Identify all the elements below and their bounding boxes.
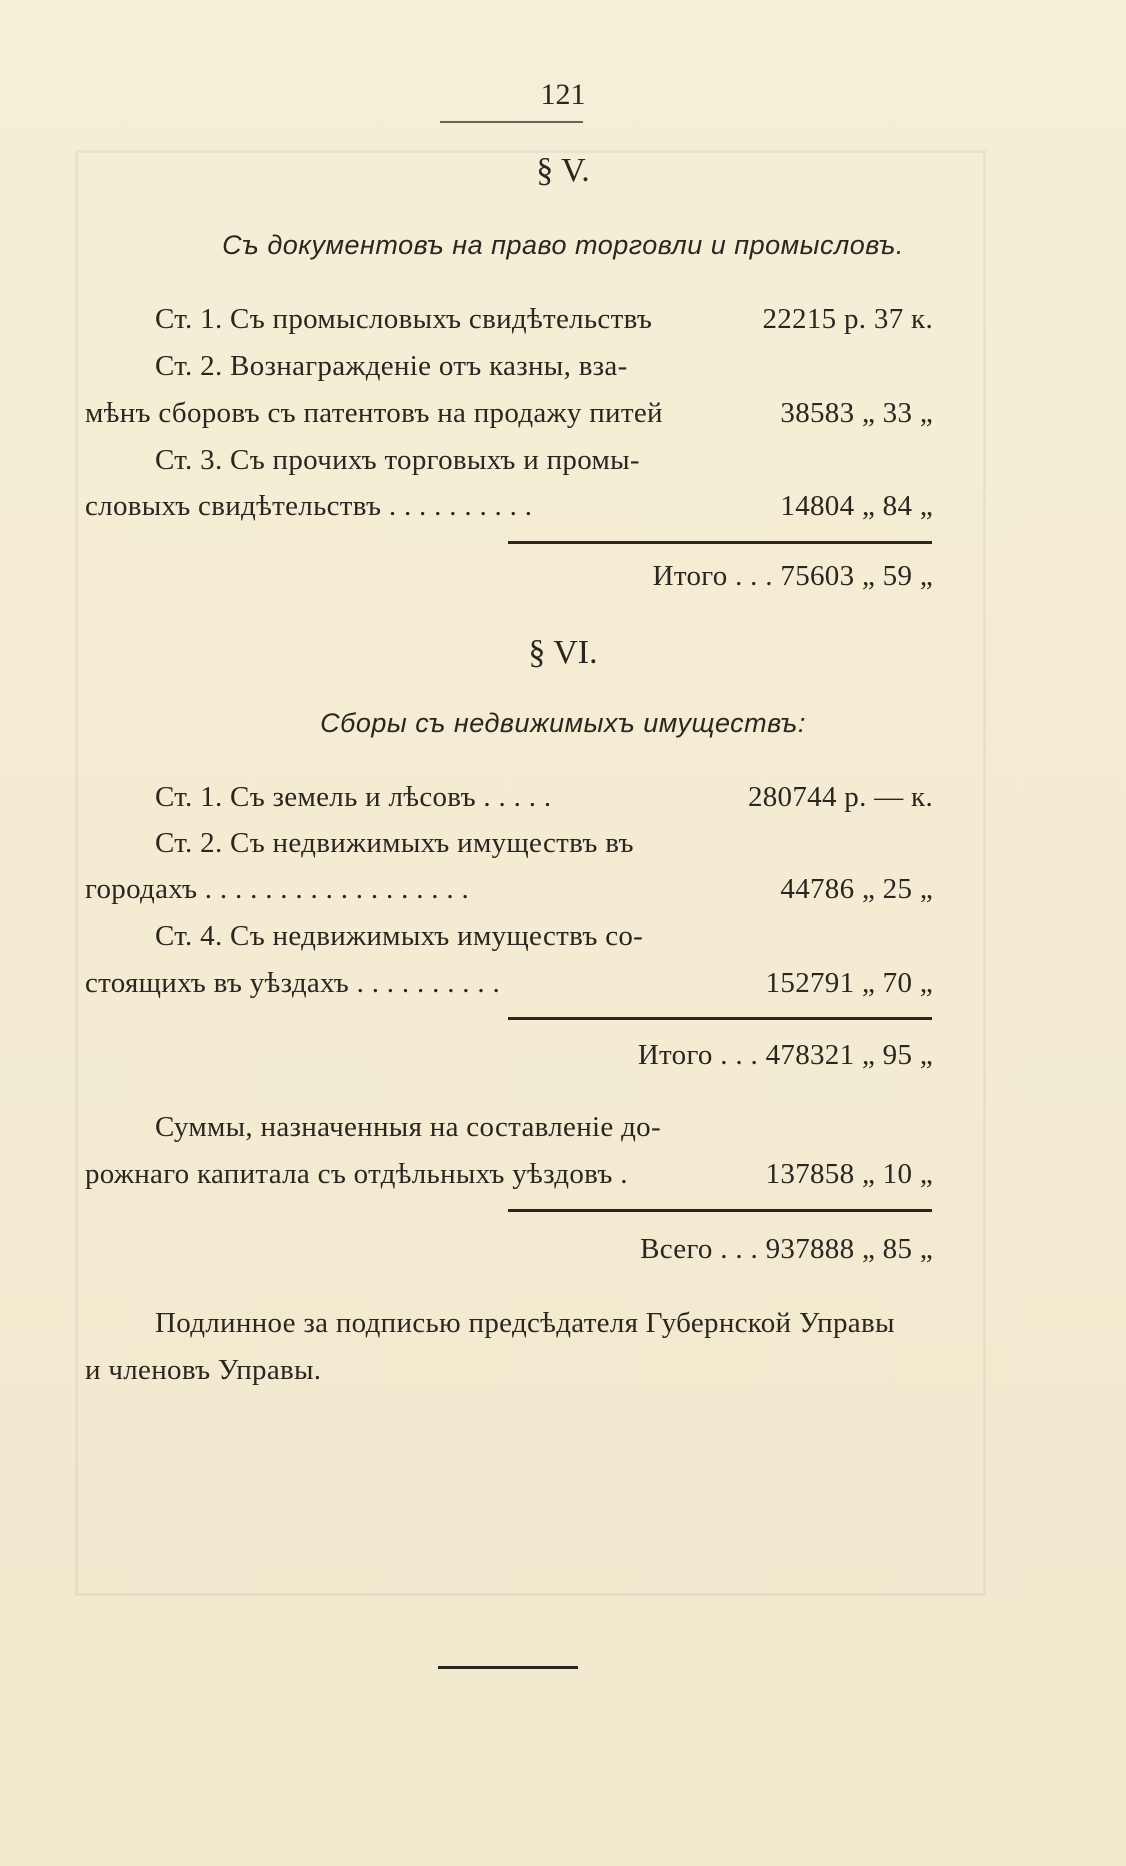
sums-line-1 <box>85 1111 933 1144</box>
total-amount <box>653 560 933 593</box>
item-amount: 280744 р. — к. <box>747 781 933 813</box>
grand-total-label: Всего . . . <box>640 1233 759 1265</box>
section-5-title: § V. <box>536 152 590 189</box>
item-amount: 44786 „ 25 „ <box>780 873 933 905</box>
closing-text: и членовъ Управы. <box>85 1354 322 1386</box>
grand-total-value: 937888 „ 85 „ <box>765 1233 933 1265</box>
grand-total-amount <box>640 1233 933 1266</box>
item-text: рожнаго капитала съ отдѣльныхъ уѣздовъ . <box>85 1158 628 1190</box>
section-6-item-1 <box>85 781 933 814</box>
section-5-item-3-line-2 <box>85 490 933 523</box>
total-label: Итого . . . <box>652 560 773 592</box>
total-value: 75603 „ 59 „ <box>780 560 933 592</box>
item-text: Ст. 2. Съ недвижимыхъ имуществъ въ <box>155 827 634 859</box>
closing-line-2 <box>85 1354 933 1387</box>
total-rule <box>508 541 932 544</box>
section-6-item-4-line-2 <box>85 967 933 1000</box>
section-5-subtitle: Съ документовъ на право торговли и промысловъ. <box>222 230 904 260</box>
closing-line-1 <box>85 1307 933 1340</box>
total-rule <box>508 1017 932 1020</box>
section-5-item-2-line-1 <box>85 350 933 383</box>
item-text: городахъ . . . . . . . . . . . . . . . . . . <box>85 873 470 905</box>
item-text: Ст. 1. Съ земель и лѣсовъ . . . . . <box>155 781 552 813</box>
item-amount: 38583 „ 33 „ <box>780 397 933 429</box>
section-5-item-2-line-2 <box>85 397 933 430</box>
total-amount <box>638 1039 933 1072</box>
section-6-item-2-line-2 <box>85 873 933 906</box>
section-5-item-3-line-1 <box>85 444 933 477</box>
item-text: Ст. 3. Съ прочихъ торговыхъ и промы- <box>155 444 640 476</box>
sums-line-2 <box>85 1158 933 1191</box>
closing-text: Подлинное за подписью предсѣдателя Губернской Управы <box>155 1307 895 1339</box>
total-label: Итого . . . <box>637 1039 759 1071</box>
item-text: стоящихъ въ уѣздахъ . . . . . . . . . . <box>85 967 501 999</box>
item-amount: 137858 „ 10 „ <box>765 1158 933 1190</box>
section-6-subtitle: Сборы съ недвижимыхъ имуществъ: <box>320 708 806 738</box>
section-6-title: § VI. <box>528 634 598 671</box>
page-number-rule <box>440 121 583 123</box>
section-6-item-4-line-1 <box>85 920 933 953</box>
item-text: Ст. 4. Съ недвижимыхъ имуществъ со- <box>155 920 644 952</box>
item-text: Суммы, назначенныя на составленіе до- <box>155 1111 661 1143</box>
total-value: 478321 „ 95 „ <box>765 1039 933 1071</box>
section-5-item-1 <box>85 303 933 336</box>
end-separator-rule <box>438 1666 578 1669</box>
item-text: словыхъ свидѣтельствъ . . . . . . . . . . <box>85 490 533 522</box>
total-rule <box>508 1209 932 1212</box>
item-amount: 14804 „ 84 „ <box>780 490 933 522</box>
item-amount: 152791 „ 70 „ <box>765 967 933 999</box>
item-text: Ст. 1. Съ промысловыхъ свидѣтельствъ <box>155 303 653 335</box>
item-text: Ст. 2. Вознагражденіе отъ казны, вза- <box>155 350 628 382</box>
item-text: мѣнъ сборовъ съ патентовъ на продажу питей <box>85 397 663 429</box>
section-6-item-2-line-1 <box>85 827 933 860</box>
page-number: 121 <box>540 78 586 111</box>
item-amount: 22215 р. 37 к. <box>762 303 933 335</box>
